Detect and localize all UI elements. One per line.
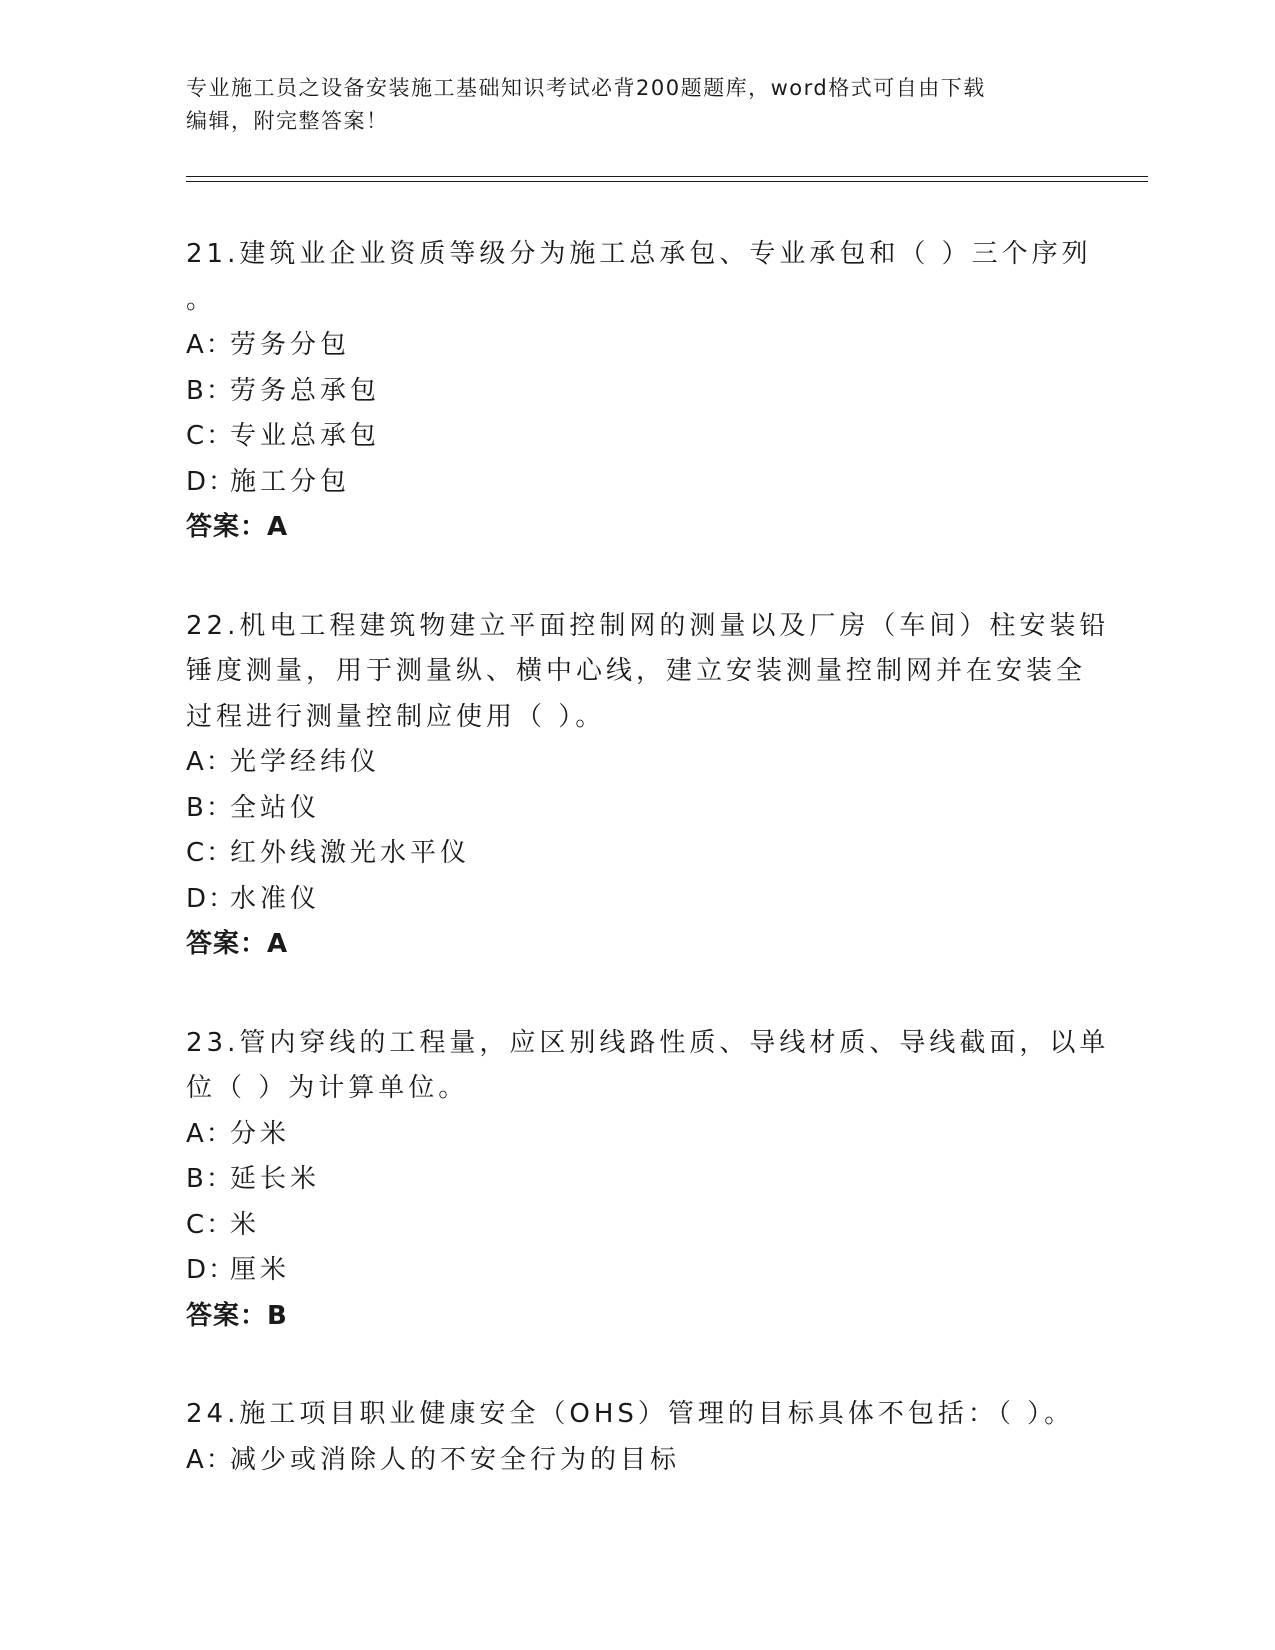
- option-text: 全站仪: [230, 792, 321, 823]
- option-c: [186, 831, 1086, 877]
- option-c: [186, 414, 1086, 460]
- option-b: [186, 369, 1086, 415]
- option-d: [186, 1248, 1086, 1294]
- question-stem-line: 22.机电工程建筑物建立平面控制网的测量以及厂房（车间）柱安装铅: [186, 610, 1110, 641]
- question-stem-line: 21.建筑业企业资质等级分为施工总承包、专业承包和（ ）三个序列: [186, 239, 1092, 269]
- question-24: [186, 1392, 1086, 1483]
- option-text: 施工分包: [230, 466, 351, 497]
- question-22: [186, 604, 1110, 968]
- option-key: A：: [186, 1118, 234, 1149]
- header-divider-top: [186, 176, 1148, 177]
- question-stem-line: 。: [186, 284, 217, 315]
- option-key: D：: [186, 466, 237, 497]
- question-list: [186, 232, 1110, 1483]
- option-text: 劳务分包: [230, 330, 351, 360]
- option-key: B：: [186, 792, 234, 823]
- option-text: 红外线激光水平仪: [230, 838, 471, 868]
- option-text: 延长米: [230, 1164, 321, 1194]
- option-text: 分米: [230, 1118, 291, 1149]
- option-key: C：: [186, 838, 235, 868]
- header-title-line-2: 编辑，附完整答案！: [186, 109, 389, 133]
- option-key: D：: [186, 1255, 237, 1285]
- option-key: B：: [186, 375, 234, 406]
- option-key: A：: [186, 1444, 234, 1475]
- option-key: D：: [186, 883, 237, 914]
- option-a: [186, 323, 1086, 369]
- option-key: C：: [186, 1209, 235, 1240]
- option-d: [186, 460, 1086, 506]
- option-d: [186, 877, 1086, 923]
- option-b: [186, 786, 1086, 832]
- option-text: 厘米: [230, 1255, 291, 1285]
- question-stem-line: 23.管内穿线的工程量，应区别线路性质、导线材质、导线截面，以单: [186, 1027, 1110, 1058]
- question-21: [186, 232, 1092, 551]
- option-a: [186, 740, 1086, 786]
- option-text: 米: [230, 1209, 261, 1240]
- option-b: [186, 1157, 1086, 1203]
- option-text: 减少或消除人的不安全行为的目标: [230, 1444, 681, 1475]
- document-header: [186, 72, 1066, 138]
- option-key: C：: [186, 421, 235, 451]
- option-text: 劳务总承包: [230, 375, 381, 406]
- option-c: [186, 1203, 1086, 1249]
- option-text: 光学经纬仪: [230, 747, 381, 777]
- option-text: 专业总承包: [230, 421, 381, 451]
- option-key: B：: [186, 1164, 234, 1194]
- answer-line: 答案：A: [186, 512, 289, 542]
- question-stem-line: 过程进行测量控制应使用（ ）。: [186, 701, 606, 732]
- question-stem-line: 24.施工项目职业健康安全（OHS）管理的目标具体不包括：（ ）。: [186, 1399, 1075, 1429]
- option-a: [186, 1438, 1086, 1484]
- question-23: [186, 1021, 1110, 1340]
- header-title-line-1: 专业施工员之设备安装施工基础知识考试必背200题题库，word格式可自由下载: [186, 76, 986, 100]
- answer-line: 答案：B: [186, 1300, 288, 1331]
- header-divider-bottom: [186, 181, 1148, 182]
- answer-line: 答案：A: [186, 929, 289, 959]
- question-stem-line: 锤度测量，用于测量纵、横中心线，建立安装测量控制网并在安装全: [186, 656, 1087, 686]
- option-key: A：: [186, 747, 234, 777]
- option-key: A：: [186, 330, 234, 360]
- question-stem-line: 位（ ）为计算单位。: [186, 1073, 469, 1103]
- option-text: 水准仪: [230, 883, 321, 914]
- option-a: [186, 1112, 1086, 1158]
